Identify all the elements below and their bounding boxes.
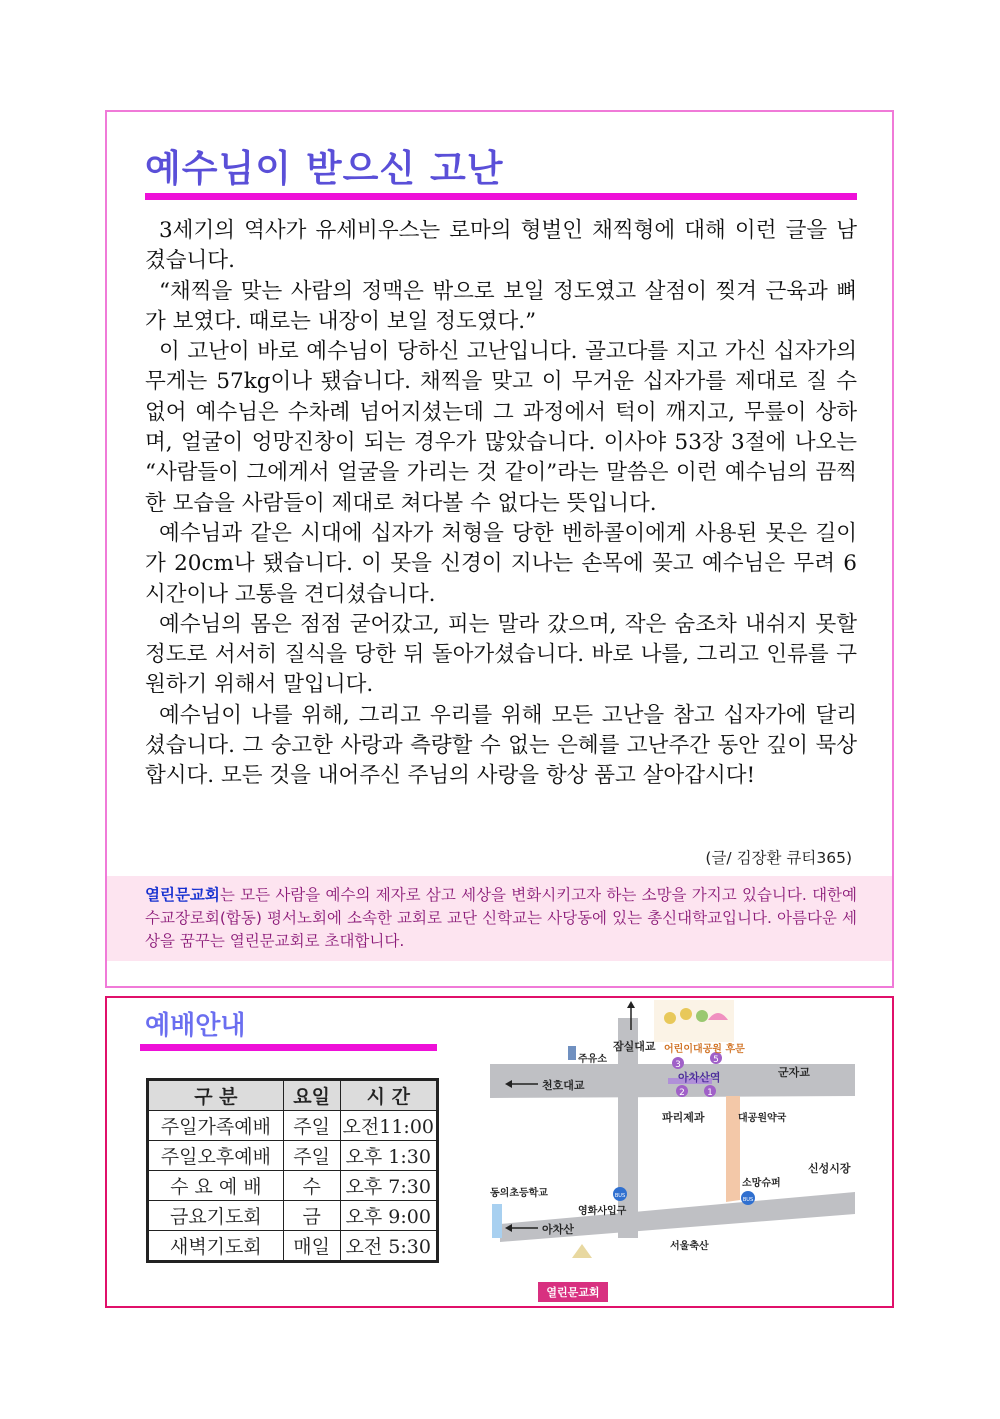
- label-paris: 파리제과: [662, 1111, 705, 1124]
- cell-service: 수 요 예 배: [148, 1171, 284, 1201]
- cell-service: 새벽기도회: [148, 1231, 284, 1262]
- label-sinseong: 신성시장: [808, 1162, 851, 1175]
- bus-label: BUS: [614, 1193, 626, 1199]
- cell-day: 주일: [283, 1111, 340, 1141]
- arrow-head: [627, 1001, 635, 1008]
- cell-day: 매일: [283, 1231, 340, 1262]
- cell-day: 주일: [283, 1141, 340, 1171]
- header-time: 시 간: [340, 1080, 437, 1111]
- label-gas-station: 주유소: [578, 1054, 607, 1065]
- cell-time: 오전11:00: [340, 1111, 437, 1141]
- exit-number: 3: [675, 1060, 681, 1070]
- tree-icon: [680, 1008, 692, 1020]
- label-school: 동의초등학교: [490, 1188, 548, 1199]
- table-row: [148, 1111, 438, 1141]
- worship-title: 예배안내: [145, 1011, 246, 1041]
- school-building: [492, 1204, 502, 1238]
- cell-service: 주일가족예배: [148, 1111, 284, 1141]
- table-row: [148, 1201, 438, 1231]
- paragraph: 예수님과 같은 시대에 십자가 처형을 당한 벤하콜이에게 사용된 못은 길이가 20cm나 됐습니다. 이 못을 신경이 지나는 손목에 꽂고 예수님은 무려 6시간이나 고통을 견디셨습니다.: [145, 520, 857, 607]
- cell-service: 금요기도회: [148, 1201, 284, 1231]
- title-underline: [145, 193, 857, 200]
- article-body: [145, 216, 857, 792]
- article-signature: (글/ 김장환 큐티365): [705, 849, 852, 867]
- cell-time: 오후 7:30: [340, 1171, 437, 1201]
- header-day: 요일: [283, 1080, 340, 1111]
- label-gunja: 군자교: [778, 1066, 810, 1079]
- cell-time: 오후 1:30: [340, 1141, 437, 1171]
- cell-service: 주일오후예배: [148, 1141, 284, 1171]
- cell-day: 수: [283, 1171, 340, 1201]
- label-somang: 소망슈퍼: [742, 1178, 781, 1189]
- table-row: [148, 1231, 438, 1262]
- road-pink: [726, 1096, 740, 1202]
- worship-schedule-table: [146, 1078, 439, 1263]
- promo-body: 는 모든 사람을 예수의 제자로 삼고 세상을 변화시키고자 하는 소망을 가지고 있습니다. 대한예수교장로회(합동) 평서노회에 소속한 교회로 교단 신학교는 사당동에 있는 총신대학교입니다. 아름다운 세상을 꿈꾸는 열린문교회로 초대합니다.: [145, 886, 857, 950]
- label-achasan-station: 아차산역: [678, 1071, 721, 1084]
- promo-text: [145, 884, 857, 953]
- exit-number: 2: [679, 1088, 685, 1098]
- tree-icon: [664, 1012, 676, 1024]
- label-seoul: 서울축산: [670, 1241, 709, 1252]
- label-church: 열린문교회: [546, 1286, 600, 1299]
- directions-map: [490, 1000, 855, 1305]
- worship-underline: [140, 1044, 437, 1051]
- cell-day: 금: [283, 1201, 340, 1231]
- cell-time: 오후 9:00: [340, 1201, 437, 1231]
- label-jamsil: 잠실대교: [613, 1040, 656, 1053]
- table-header-row: [148, 1080, 438, 1111]
- label-achasan: 아차산: [542, 1223, 574, 1236]
- tree-icon: [696, 1010, 708, 1022]
- header-category: 구 분: [148, 1080, 284, 1111]
- church-icon: [572, 1244, 592, 1258]
- exit-number: 5: [713, 1055, 719, 1065]
- label-cinema: 영화사입구: [578, 1206, 627, 1217]
- cell-time: 오전 5:30: [340, 1231, 437, 1262]
- gas-station-icon: [568, 1046, 576, 1060]
- bus-label: BUS: [742, 1197, 754, 1203]
- exit-number: 1: [707, 1088, 713, 1098]
- paragraph: 예수님의 몸은 점점 굳어갔고, 피는 말라 갔으며, 작은 숨조차 내쉬지 못할 정도로 서서히 질식을 당한 뒤 돌아가셨습니다. 바로 나를, 그리고 인류를 구원하기 위해서 말입니다.: [145, 611, 857, 698]
- paragraph: 예수님이 나를 위해, 그리고 우리를 위해 모든 고난을 참고 십자가에 달리셨습니다. 그 숭고한 사랑과 측량할 수 없는 은혜를 고난주간 동안 깊이 묵상합시다. 모든 것을 내어주신 주님의 사랑을 항상 품고 살아갑시다!: [145, 702, 857, 789]
- table-row: [148, 1171, 438, 1201]
- table-row: [148, 1141, 438, 1171]
- label-pharmacy: 대공원약국: [738, 1113, 787, 1124]
- label-cheonho: 천호대교: [542, 1079, 585, 1092]
- paragraph: 이 고난이 바로 예수님이 당하신 고난입니다. 골고다를 지고 가신 십자가의 무게는 57kg이나 됐습니다. 채찍을 맞고 이 무거운 십자가를 제대로 질 수 없어 예수님은 수차례 넘어지셨는데 그 과정에서 턱이 깨지고, 무릎이 상하며, 얼굴이 엉망진창이 되는 경우가 많았습니다. 이사야 53장 3절에 나오는 “사람들이 그에게서 얼굴을 가리는 것 같이”라는 말씀은 이런 예수님의 끔찍한 모습을 사람들이 제대로 쳐다볼 수 없다는 뜻입니다.: [145, 339, 857, 516]
- paragraph: “채찍을 맞는 사람의 정맥은 밖으로 보일 정도였고 살점이 찢겨 근육과 뼈가 보였다. 때로는 내장이 보일 정도였다.”: [145, 278, 857, 334]
- paragraph: 3세기의 역사가 유세비우스는 로마의 형벌인 채찍형에 대해 이런 글을 남겼습니다.: [145, 218, 857, 274]
- article-title: 예수님이 받으신 고난: [145, 147, 504, 190]
- label-park: 어린이대공원 후문: [664, 1044, 745, 1055]
- church-name: 열린문교회: [145, 886, 220, 904]
